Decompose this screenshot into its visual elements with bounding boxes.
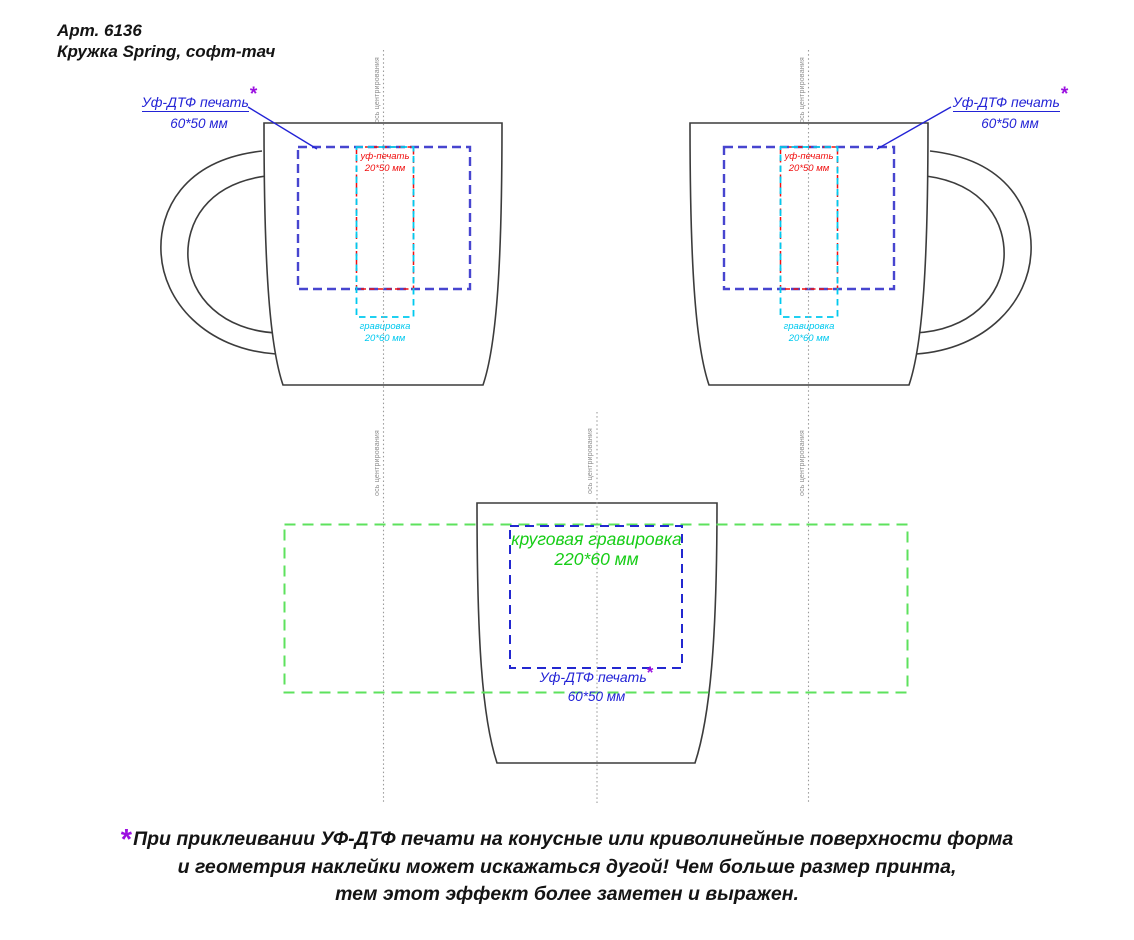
circular-engraving-label: [478, 530, 715, 569]
engraving-label-left: [343, 321, 427, 344]
area-size: 20*50 мм: [364, 162, 406, 174]
footnote-text: При приклеивании УФ-ДТФ печати на конусные или криволинейные поверхности форма: [133, 828, 1014, 850]
area-name: гравировка: [783, 321, 835, 332]
axis-label-left-mid: ось центрирования: [374, 430, 381, 496]
asterisk-mark: *: [646, 663, 654, 682]
area-name: уф-печать: [784, 151, 834, 162]
product-name: Кружка Spring, софт-тач: [57, 41, 276, 61]
area-size: 20*60 мм: [364, 332, 406, 344]
area-name: уф-печать: [360, 151, 410, 162]
mug-right-handle: [914, 151, 1031, 354]
asterisk-mark: *: [1060, 84, 1069, 105]
callout-uv-dtf-back: [505, 663, 688, 704]
article-number: Арт. 6136: [57, 21, 142, 40]
footnote-line-2: и геометрия наклейки может искажаться дугой! Чем больше размер принта,: [177, 855, 957, 878]
engraving-label-right: [767, 321, 851, 344]
callout-label: Уф-ДТФ печать: [952, 94, 1060, 110]
area-size: 20*50 мм: [788, 162, 830, 174]
callout-size: 60*50 мм: [170, 116, 228, 131]
callout-size: 60*50 мм: [567, 689, 626, 704]
uv-print-label-right: [767, 151, 851, 174]
callout-uv-dtf-left: [137, 84, 261, 131]
footnote-line-1: [0, 823, 1134, 854]
footnote-line-3: тем этот эффект более заметен и выражен.: [335, 883, 799, 905]
callout-uv-dtf-right: [948, 84, 1072, 131]
mug-left-handle: [161, 151, 278, 354]
area-name: круговая гравировка: [511, 529, 682, 549]
callout-label: Уф-ДТФ печать: [141, 94, 249, 110]
area-name: гравировка: [359, 321, 411, 332]
footnote: [0, 823, 1134, 909]
area-size: 220*60 мм: [554, 548, 639, 569]
axis-label-right-top: ось центрирования: [799, 57, 806, 123]
asterisk-mark: *: [120, 824, 133, 856]
callout-size: 60*50 мм: [981, 116, 1039, 131]
area-size: 20*60 мм: [788, 332, 830, 344]
axis-label-center: ось центрирования: [587, 428, 594, 494]
drawing-title: [57, 21, 275, 62]
axis-label-right-mid: ось центрирования: [799, 430, 806, 496]
asterisk-mark: *: [249, 84, 258, 105]
uv-print-label-left: [343, 151, 427, 174]
axis-label-left-top: ось центрирования: [374, 57, 381, 123]
callout-label: Уф-ДТФ печать: [539, 669, 647, 685]
mug-right-drawing: [690, 123, 1031, 385]
mug-left-drawing: [161, 123, 502, 385]
